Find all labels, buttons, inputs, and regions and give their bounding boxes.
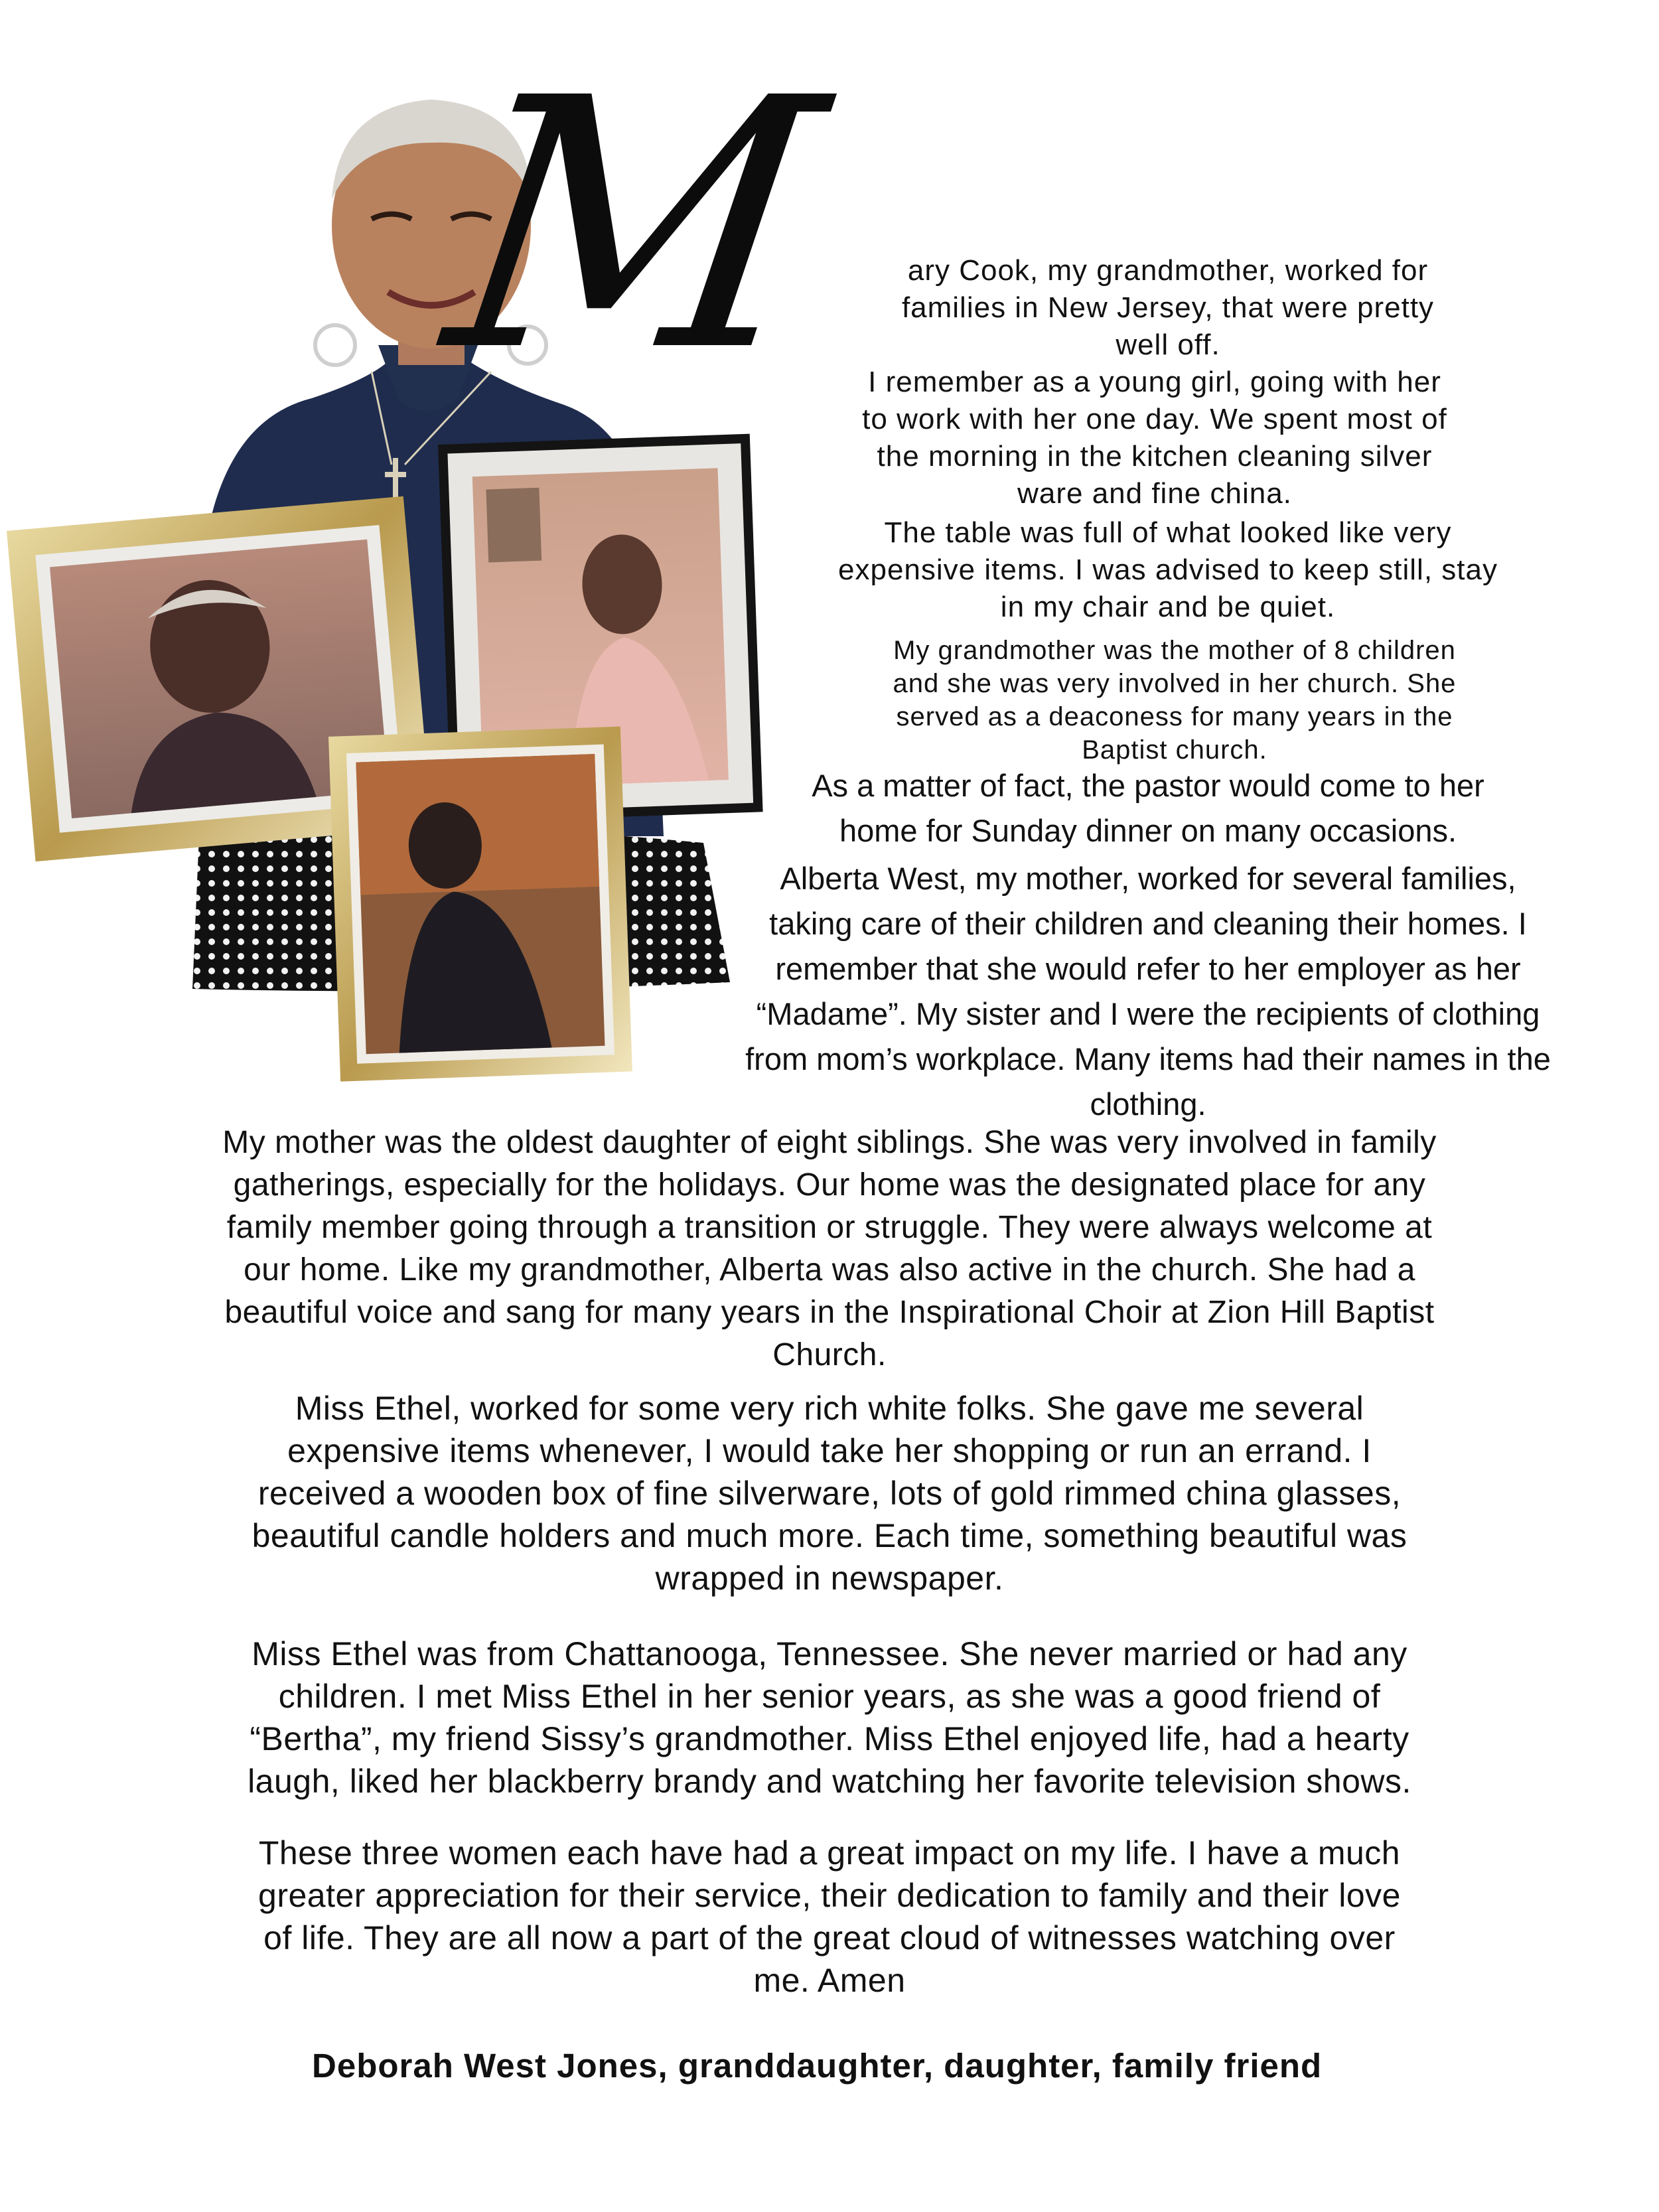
text-line: remember that she would refer to her employer as her (775, 951, 1521, 986)
pastor-paragraph (750, 763, 1546, 853)
text-line: beautiful voice and sang for many years in the Inspirational Choir at Zion Hill Baptist (224, 1295, 1435, 1330)
text-line: Baptist church. (1082, 735, 1267, 765)
text-line: families in New Jersey, that were pretty (901, 291, 1435, 324)
text-line: greater appreciation for their service, their dedication to family and their love (258, 1877, 1401, 1914)
text-line: gatherings, especially for the holidays. Our home was the designated place for any (233, 1167, 1426, 1203)
ethel-life-paragraph (53, 1633, 1606, 1803)
text-line: family member going through a transition or struggle. They were always welcome at (226, 1210, 1433, 1245)
alberta-paragraph (684, 856, 1613, 1127)
text-line: to work with her one day. We spent most of (862, 403, 1447, 435)
text-line: of life. They are all now a part of the great cloud of witnesses watching over (263, 1919, 1396, 1956)
text-line: expensive items whenever, I would take her shopping or run an errand. I (287, 1432, 1372, 1469)
text-line: children. I met Miss Ethel in her senior years, as she was a good friend of (278, 1678, 1381, 1715)
text-line: ary Cook, my grandmother, worked for (907, 254, 1429, 287)
church-paragraph (763, 634, 1586, 767)
text-line: Miss Ethel was from Chattanooga, Tennessee. She never married or had any (252, 1635, 1407, 1672)
text-line: our home. Like my grandmother, Alberta was also active in the church. She had a (244, 1252, 1415, 1288)
text-line: “Madame”. My sister and I were the recipients of clothing (756, 996, 1540, 1031)
text-line: As a matter of fact, the pastor would come to her (812, 768, 1484, 803)
text-line: expensive items. I was advised to keep still, stay (838, 553, 1498, 586)
ethel-gifts-paragraph (53, 1387, 1606, 1599)
text-line: me. Amen (753, 1962, 906, 1999)
text-line: home for Sunday dinner on many occasions. (839, 813, 1457, 848)
text-line: Miss Ethel, worked for some very rich white folks. She gave me several (295, 1390, 1364, 1427)
drop-cap-letter: M (429, 25, 840, 427)
table-paragraph (737, 514, 1599, 626)
text-line: in my chair and be quiet. (1000, 591, 1336, 623)
author-signature: Deborah West Jones, granddaughter, daughter, family friend (312, 2047, 1323, 2085)
text-line: well off. (1116, 329, 1220, 361)
closing-paragraph (53, 1832, 1606, 2002)
text-line: My grandmother was the mother of 8 children (893, 636, 1456, 665)
text-line: beautiful candle holders and much more. Each time, something beautiful was (252, 1517, 1407, 1554)
text-line: from mom’s workplace. Many items had their names in the (745, 1041, 1551, 1076)
text-line: served as a deaconess for many years in the (896, 702, 1453, 731)
text-line: taking care of their children and cleaning their homes. I (769, 906, 1527, 941)
text-line: wrapped in newspaper. (655, 1560, 1004, 1597)
text-line: and she was very involved in her church. She (893, 669, 1457, 698)
text-line: Church. (772, 1337, 887, 1372)
gold-frame-photo-small (328, 727, 632, 1082)
text-line: the morning in the kitchen cleaning silver (877, 440, 1433, 473)
text-line: My mother was the oldest daughter of eight siblings. She was very involved in family (222, 1125, 1437, 1160)
work-paragraph (743, 364, 1566, 512)
text-line: clothing. (1090, 1086, 1206, 1122)
text-line: The table was full of what looked like very (884, 516, 1452, 549)
text-line: Alberta West, my mother, worked for several families, (780, 861, 1516, 896)
text-line: These three women each have had a great impact on my life. I have a much (258, 1834, 1401, 1872)
text-line: received a wooden box of fine silverware, lots of gold rimmed china glasses, (257, 1475, 1402, 1512)
mother-paragraph (53, 1122, 1606, 1376)
text-line: “Bertha”, my friend Sissy’s grandmother. Miss Ethel enjoyed life, had a hearty (250, 1720, 1409, 1757)
intro-paragraph (770, 252, 1566, 364)
text-line: I remember as a young girl, going with her (868, 366, 1441, 398)
text-line: ware and fine china. (1017, 477, 1292, 510)
text-line: laugh, liked her blackberry brandy and watching her favorite television shows. (248, 1763, 1411, 1800)
